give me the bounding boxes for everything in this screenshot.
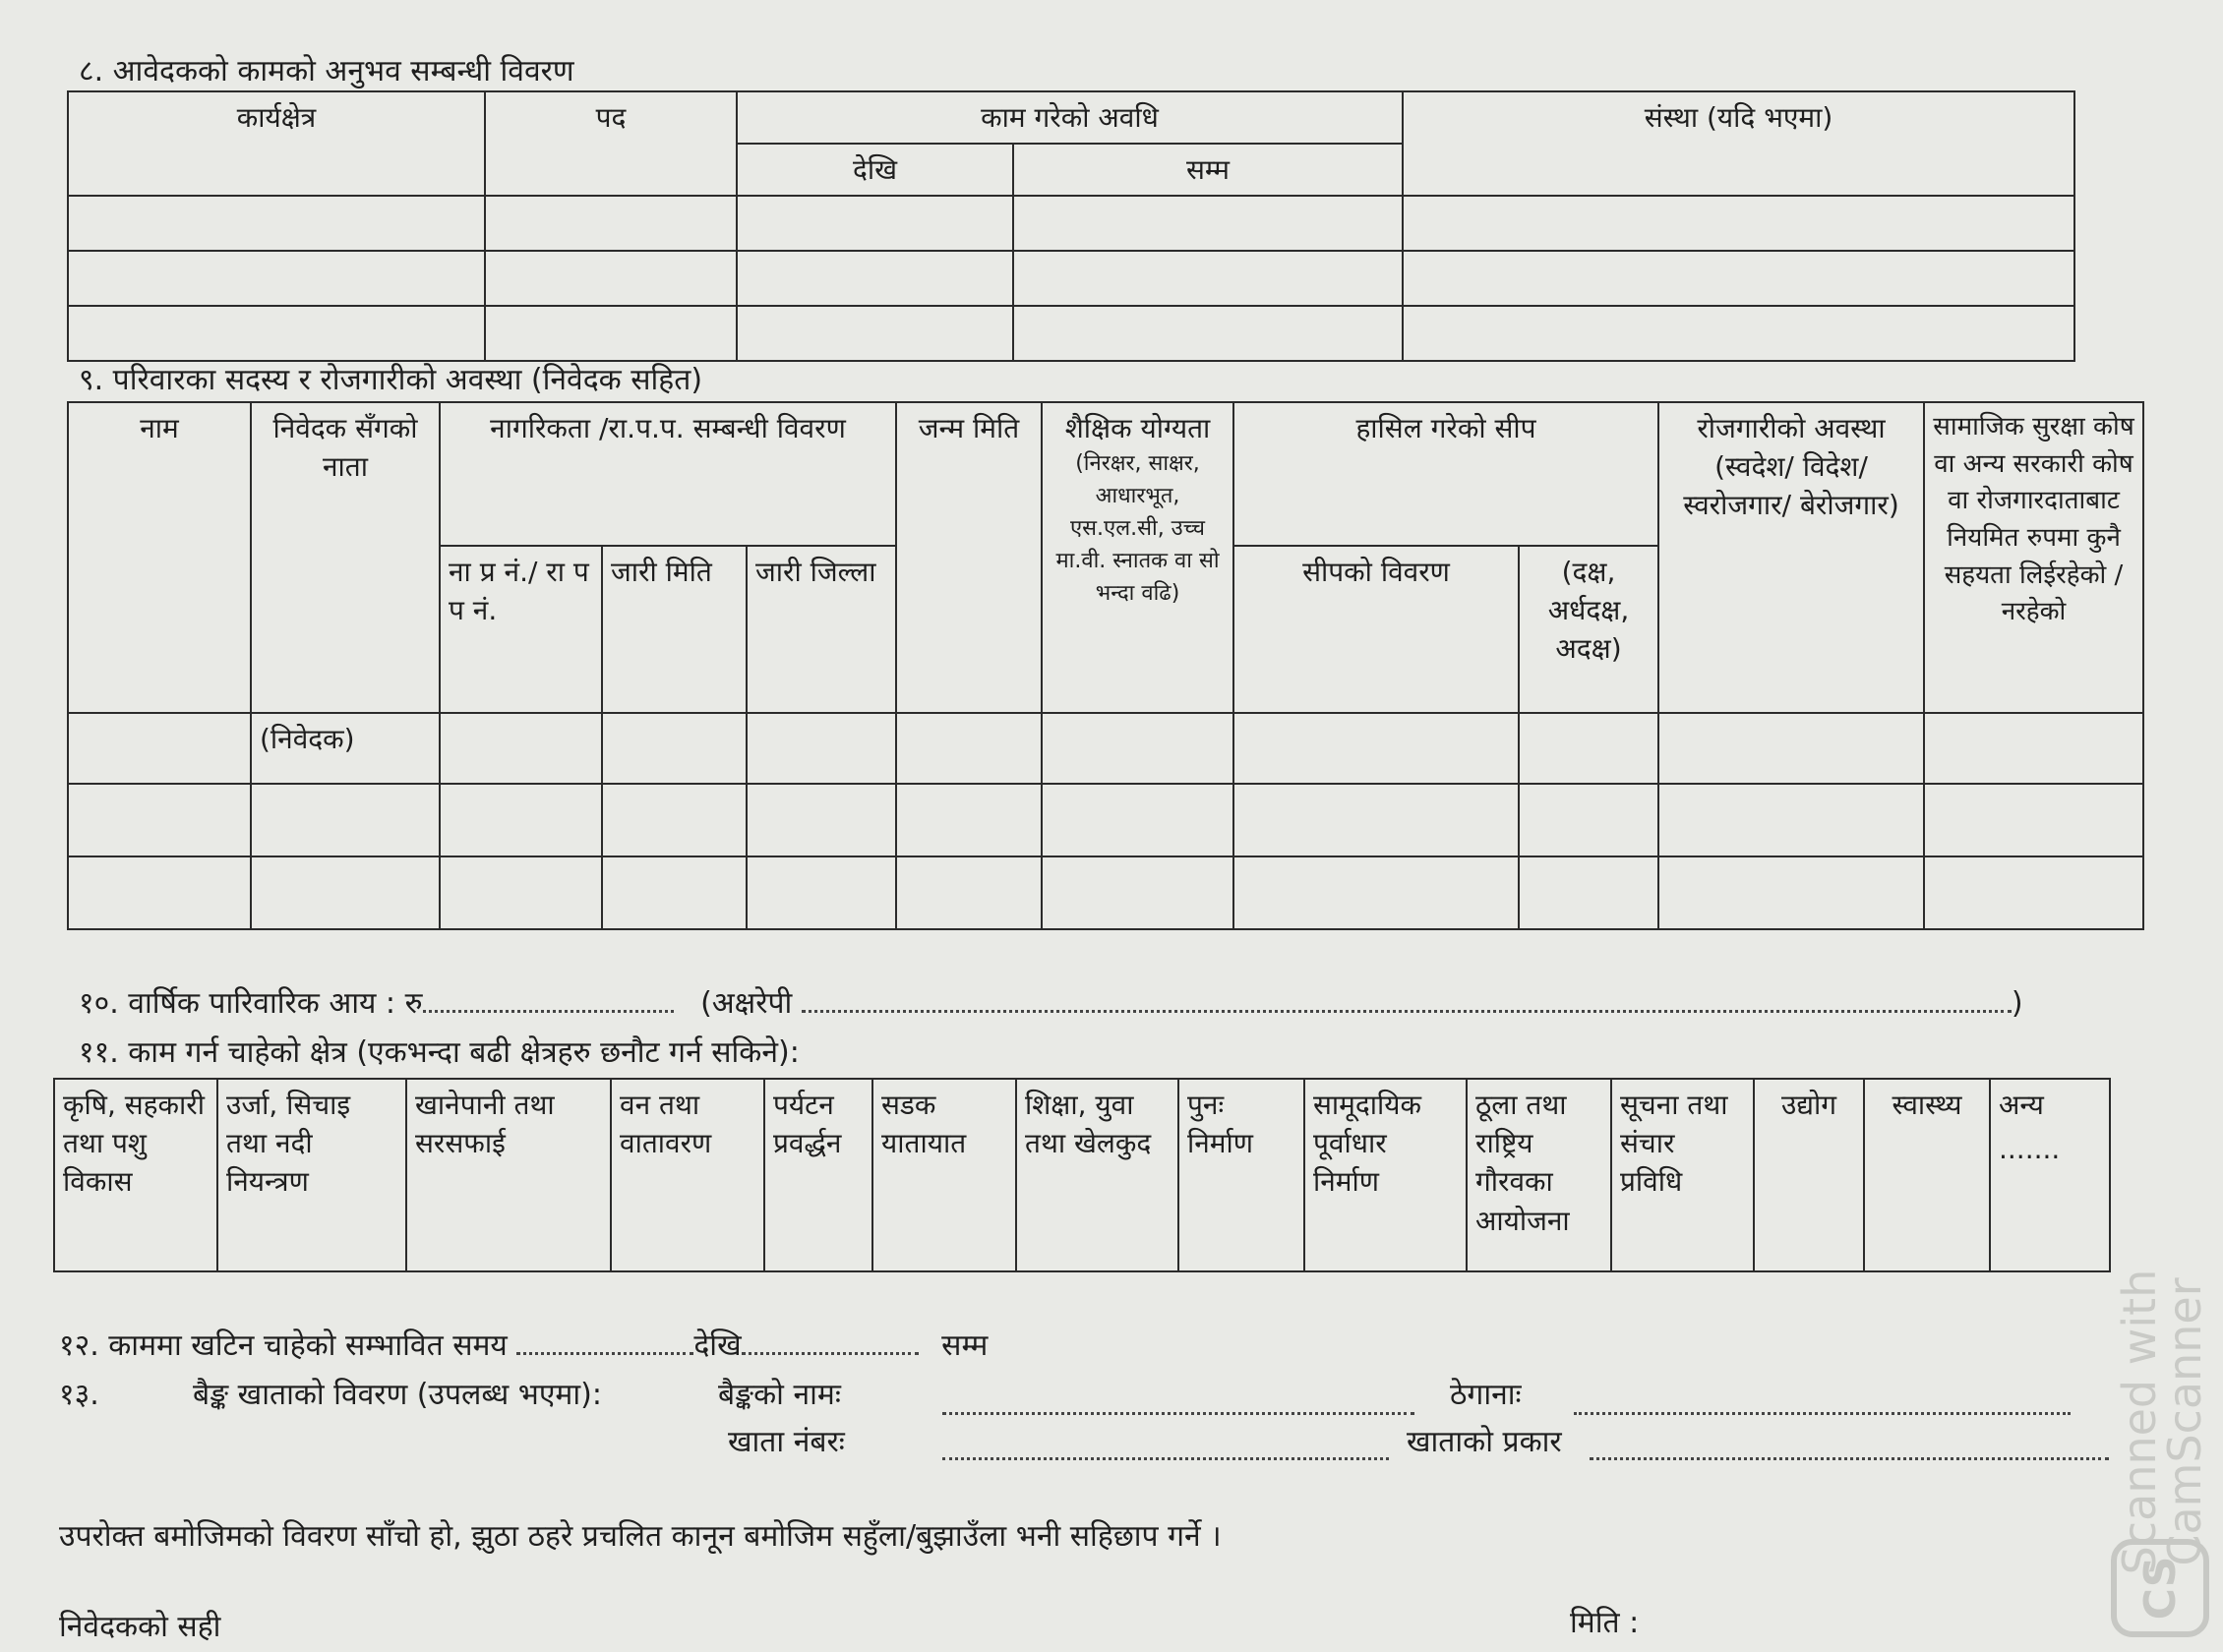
col-skill-level: (दक्ष, अर्धदक्ष, अदक्ष) <box>1519 546 1658 713</box>
table-row <box>68 713 2143 784</box>
work-area-national-pride[interactable]: ठूला तथा राष्ट्रिय गौरवका आयोजना <box>1467 1079 1611 1271</box>
col-employment: रोजगारीको अवस्था (स्वदेश/ विदेश/स्वरोजगार/ बेरोजगार) <box>1658 402 1924 713</box>
cell-input[interactable] <box>440 713 602 784</box>
col-citizenship-no: ना प्र नं./ रा प प नं. <box>440 546 602 713</box>
work-area-tourism[interactable]: पर्यटन प्रवर्द्धन <box>764 1079 872 1271</box>
declaration-text: उपरोक्त बमोजिमको विवरण साँचो हो, झुठा ठहरे प्रचलित कानून बमोजिम सहुँला/बुझाउँला भनी सहिछाप गर्ने । <box>59 1519 1222 1554</box>
cell-input[interactable] <box>602 856 747 929</box>
income-amount-field[interactable] <box>423 984 674 1013</box>
cell-input[interactable] <box>440 784 602 856</box>
cell-input[interactable] <box>737 196 1013 251</box>
income-words-field[interactable] <box>802 984 2012 1013</box>
cell-input[interactable] <box>1658 784 1924 856</box>
table-row <box>68 306 2074 361</box>
col-duration: काम गरेको अवधि <box>737 91 1403 144</box>
cell-input[interactable] <box>747 784 896 856</box>
income-label: १०. वार्षिक पारिवारिक आय : रु <box>79 986 423 1021</box>
cell-input[interactable] <box>1924 713 2143 784</box>
cell-input[interactable] <box>1013 251 1403 306</box>
cell-input[interactable] <box>602 784 747 856</box>
cell-input[interactable] <box>1403 251 2074 306</box>
work-areas-row <box>54 1079 2110 1271</box>
cell-input[interactable] <box>485 306 737 361</box>
work-area-reconstruction[interactable]: पुनः निर्माण <box>1178 1079 1304 1271</box>
work-area-ict[interactable]: सूचना तथा संचार प्रविधि <box>1611 1079 1754 1271</box>
work-experience-table <box>67 90 2075 362</box>
time-from-label: देखि <box>693 1328 742 1363</box>
cell-input[interactable] <box>896 856 1042 929</box>
work-area-energy[interactable]: उर्जा, सिचाइ तथा नदी नियन्त्रण <box>217 1079 406 1271</box>
work-area-forest[interactable]: वन तथा वातावरण <box>611 1079 764 1271</box>
time-to-field[interactable] <box>742 1327 919 1355</box>
work-area-other[interactable] <box>1990 1079 2110 1271</box>
col-issue-district: जारी जिल्ला <box>747 546 896 713</box>
cell-input[interactable] <box>1233 784 1519 856</box>
work-area-water[interactable]: खानेपानी तथा सरसफाई <box>406 1079 611 1271</box>
section13-number: १३. <box>59 1378 99 1412</box>
date-label: मिति : <box>1570 1606 1640 1640</box>
cell-input[interactable] <box>1658 713 1924 784</box>
col-organization: संस्था (यदि भएमा) <box>1403 91 2074 196</box>
address-label: ठेगानाः <box>1450 1378 1522 1412</box>
section8-heading: ८. आवेदकको कामको अनुभव सम्बन्धी विवरण <box>79 54 574 88</box>
col-education <box>1042 402 1233 713</box>
cell-input[interactable] <box>737 306 1013 361</box>
section10-income <box>79 981 2023 1022</box>
col-post: पद <box>485 91 737 196</box>
cell-input[interactable] <box>1042 713 1233 784</box>
cell-input[interactable] <box>896 784 1042 856</box>
section11-heading: ११. काम गर्न चाहेको क्षेत्र (एकभन्दा बढी क्षेत्रहरु छनौट गर्न सकिने): <box>79 1035 800 1070</box>
watermark-line2: CamScanner <box>2158 1277 2211 1566</box>
col-education-note: (निरक्षर, साक्षर, आधारभूत, एस.एल.सी, उच्च मा.वी. स्नातक वा सो भन्दा वढि) <box>1055 451 1220 607</box>
col-name: नाम <box>68 402 251 713</box>
cell-input[interactable] <box>747 713 896 784</box>
work-area-agriculture[interactable]: कृषि, सहकारी तथा पशु विकास <box>54 1079 217 1271</box>
col-skill-desc: सीपको विवरण <box>1233 546 1519 713</box>
cell-input[interactable] <box>68 306 485 361</box>
cell-input[interactable] <box>1233 856 1519 929</box>
work-areas-table <box>53 1078 2111 1272</box>
account-type-field[interactable] <box>1590 1432 2109 1460</box>
bank-name-label: बैङ्कको नामः <box>718 1378 841 1412</box>
cell-input[interactable] <box>747 856 896 929</box>
cell-input[interactable] <box>1519 784 1658 856</box>
cell-input[interactable] <box>440 856 602 929</box>
cell-input[interactable] <box>1924 784 2143 856</box>
cell-input[interactable] <box>1403 306 2074 361</box>
table-row <box>68 251 2074 306</box>
table-row <box>68 196 2074 251</box>
cell-input[interactable] <box>1658 856 1924 929</box>
col-relation: निवेदक सँगको नाता <box>251 402 440 713</box>
col-issue-date: जारी मिति <box>602 546 747 713</box>
cell-input[interactable] <box>1042 856 1233 929</box>
cell-input[interactable] <box>68 196 485 251</box>
work-area-industry[interactable]: उद्योग <box>1754 1079 1864 1271</box>
cell-input[interactable] <box>1403 196 2074 251</box>
col-citizenship: नागरिकता /रा.प.प. सम्बन्धी विवरण <box>440 402 896 546</box>
account-no-field[interactable] <box>942 1432 1389 1460</box>
work-area-road[interactable]: सडक यातायात <box>872 1079 1016 1271</box>
time-from-field[interactable] <box>516 1327 693 1355</box>
cell-input[interactable] <box>485 251 737 306</box>
bank-name-field[interactable] <box>942 1386 1414 1415</box>
time-to-label: सम्म <box>941 1328 989 1363</box>
work-area-education[interactable]: शिक्षा, युवा तथा खेलकुद <box>1016 1079 1178 1271</box>
time-label: १२. काममा खटिन चाहेको सम्भावित समय <box>59 1328 508 1363</box>
col-skill: हासिल गरेको सीप <box>1233 402 1658 546</box>
cell-input[interactable] <box>1013 196 1403 251</box>
cell-input[interactable] <box>1042 784 1233 856</box>
address-field[interactable] <box>1574 1386 2071 1415</box>
cell-input[interactable] <box>251 856 440 929</box>
table-row <box>68 856 2143 929</box>
camscanner-logo-icon: CS <box>2111 1539 2209 1637</box>
family-members-table <box>67 401 2144 930</box>
cell-input[interactable] <box>1013 306 1403 361</box>
work-area-other-dots: ....... <box>1999 1133 2061 1166</box>
cell-input[interactable] <box>1924 856 2143 929</box>
cell-input[interactable] <box>1233 713 1519 784</box>
section9-heading: ९. परिवारका सदस्य र रोजगारीको अवस्था (निवेदक सहित) <box>79 363 703 397</box>
table-row <box>68 784 2143 856</box>
col-from: देखि <box>737 144 1013 196</box>
cell-input[interactable] <box>485 196 737 251</box>
watermark-line1: Scanned with <box>2113 1268 2166 1575</box>
col-workfield: कार्यक्षेत्र <box>68 91 485 196</box>
work-area-health[interactable]: स्वास्थ्य <box>1864 1079 1990 1271</box>
cell-input[interactable] <box>68 251 485 306</box>
cell-input[interactable] <box>602 713 747 784</box>
cell-input[interactable] <box>1519 856 1658 929</box>
col-birth-date: जन्म मिति <box>896 402 1042 713</box>
cell-input[interactable] <box>68 713 251 784</box>
income-words-label: (अक्षरेपी <box>700 986 793 1021</box>
applicant-label: (निवेदक) <box>251 713 440 784</box>
signature-label: निवेदकको सही <box>59 1610 221 1644</box>
work-area-community[interactable]: सामूदायिक पूर्वाधार निर्माण <box>1304 1079 1467 1271</box>
col-social-security: सामाजिक सुरक्षा कोष वा अन्य सरकारी कोष वा रोजगारदाताबाट नियमित रुपमा कुनै सहयता लिईरहेको / नरहेको <box>1924 402 2143 713</box>
section12-time <box>59 1324 988 1364</box>
cell-input[interactable] <box>737 251 1013 306</box>
work-area-other-label: अन्य <box>1999 1089 2044 1121</box>
cell-input[interactable] <box>1519 713 1658 784</box>
account-no-label: खाता नंबरः <box>728 1425 845 1459</box>
section13-label: बैङ्क खाताको विवरण (उपलब्ध भएमा): <box>193 1378 602 1412</box>
col-education-title: शैक्षिक योग्यता <box>1064 412 1211 444</box>
cell-input[interactable] <box>896 713 1042 784</box>
cell-input[interactable] <box>68 784 251 856</box>
income-close: ) <box>2011 986 2023 1021</box>
cell-input[interactable] <box>68 856 251 929</box>
cell-input[interactable] <box>251 784 440 856</box>
col-to: सम्म <box>1013 144 1403 196</box>
account-type-label: खाताको प्रकार <box>1407 1425 1562 1459</box>
